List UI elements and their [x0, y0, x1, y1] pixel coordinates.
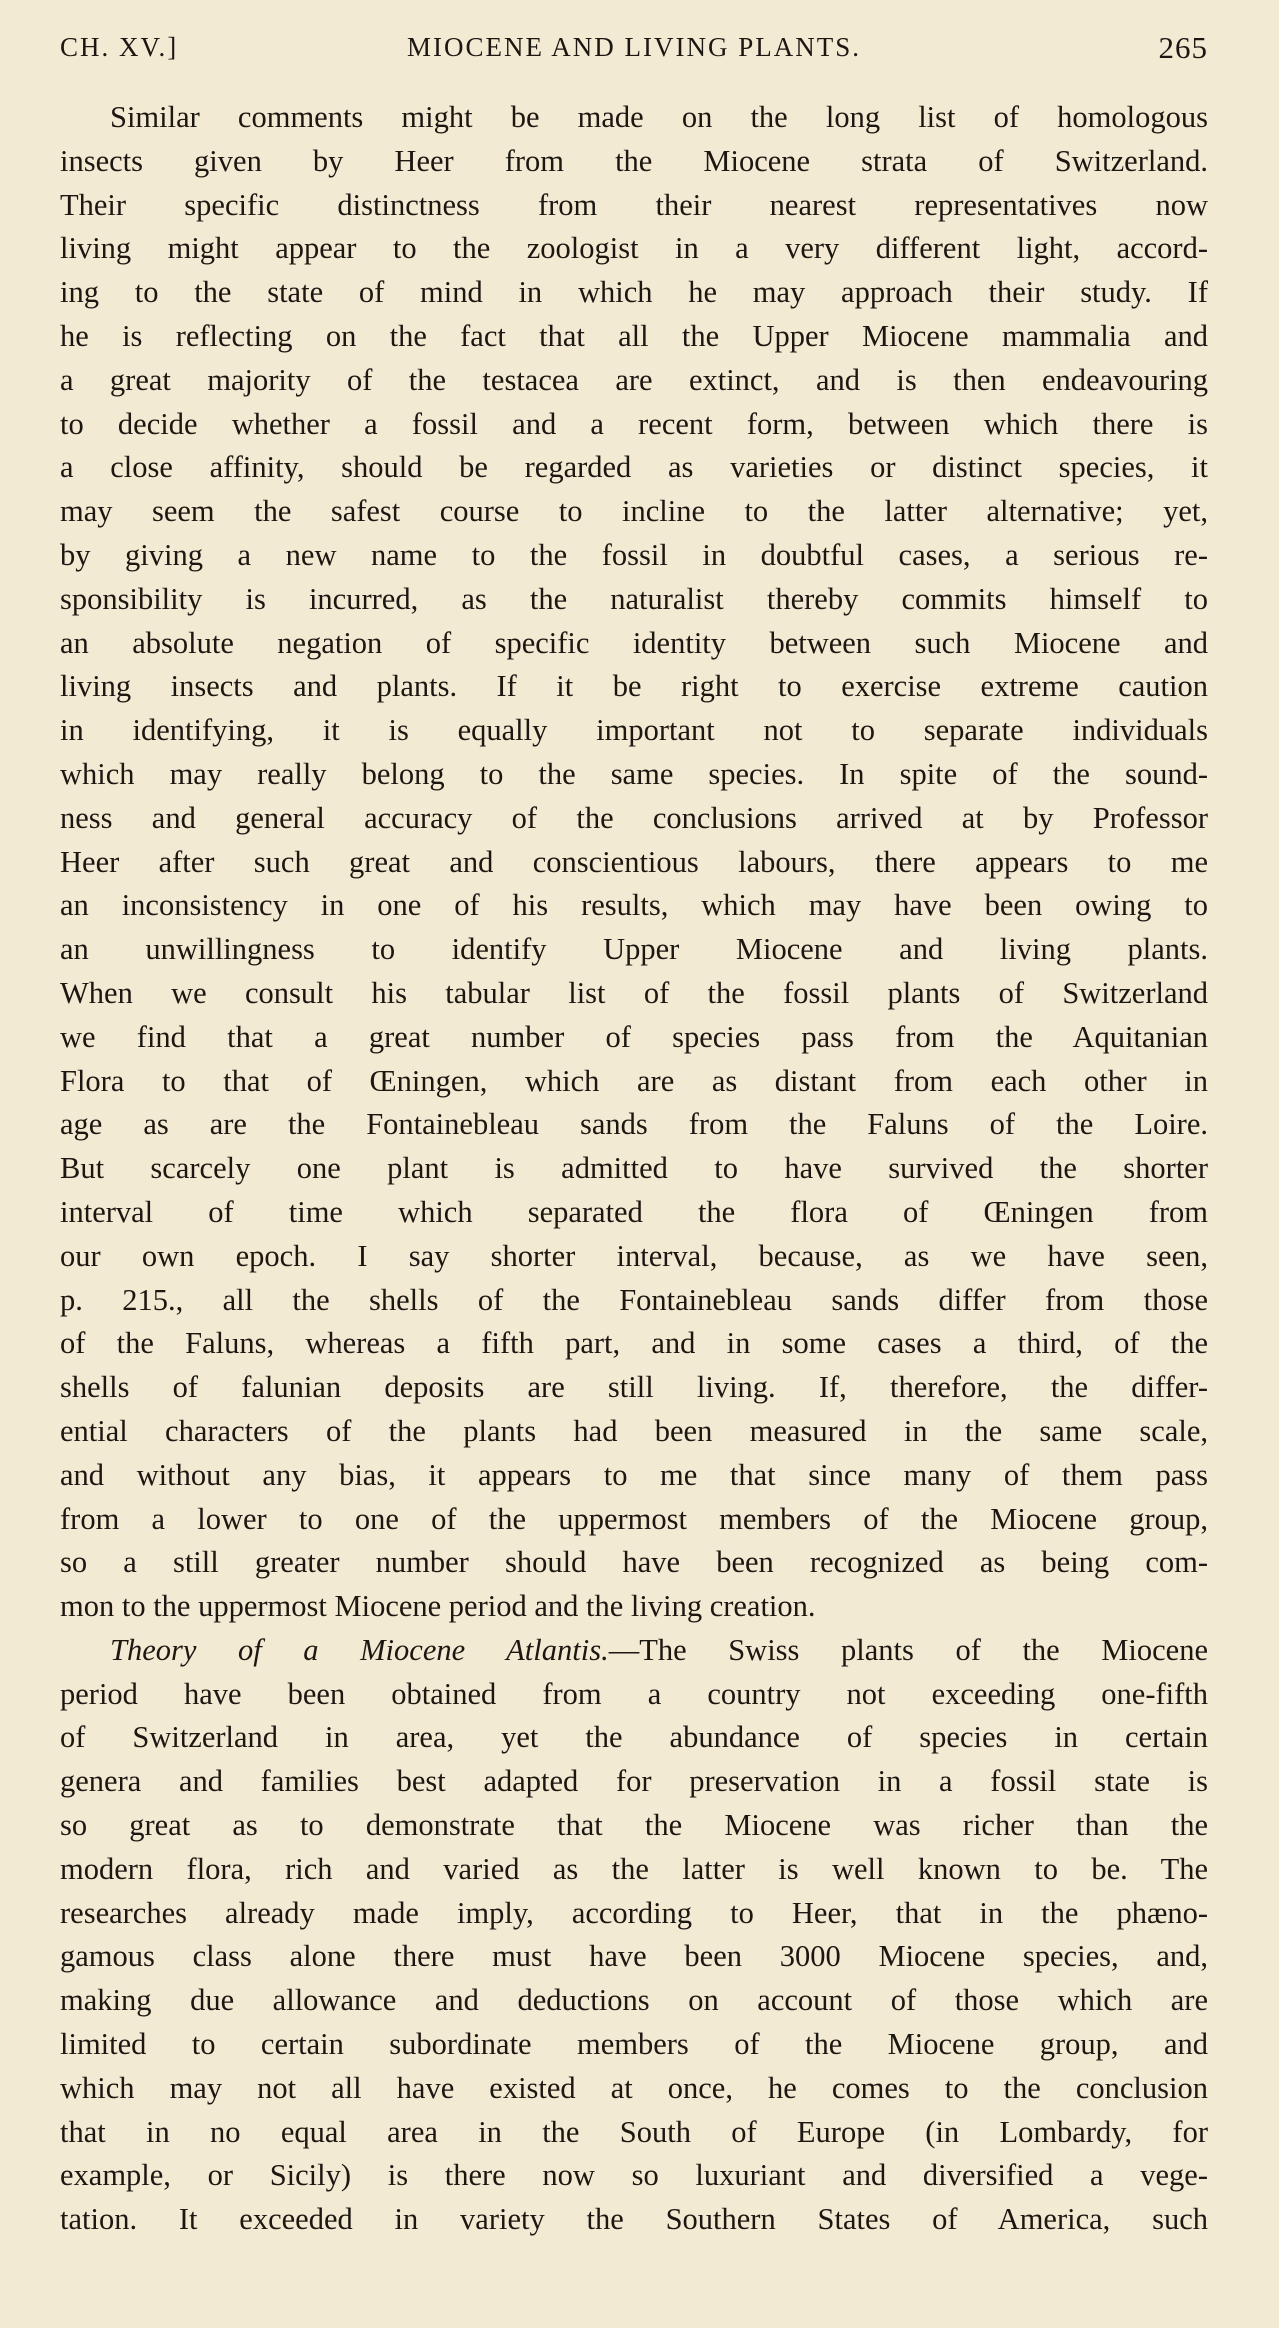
text-line: ential characters of the plants had been measured in the same scale,: [60, 1413, 1208, 1448]
running-header: [60, 28, 1208, 72]
text-line: insects given by Heer from the Miocene strata of Switzerland.: [60, 143, 1208, 178]
text-line: interval of time which separated the flora of Œningen from: [60, 1194, 1208, 1229]
text-line: age as are the Fontainebleau sands from the Faluns of the Loire.: [60, 1107, 1208, 1142]
text-line: But scarcely one plant is admitted to have survived the shorter: [60, 1151, 1208, 1186]
text-line: mon to the uppermost Miocene period and the living creation.: [60, 1589, 816, 1624]
text-line: a close affinity, should be regarded as varieties or distinct species, it: [60, 450, 1208, 485]
text-line: in identifying, it is equally important not to separate individuals: [60, 713, 1208, 748]
text-line: genera and families best adapted for preservation in a fossil state is: [60, 1764, 1208, 1799]
text-line: gamous class alone there must have been 3000 Miocene species, and,: [60, 1939, 1208, 1974]
text-line: modern flora, rich and varied as the latter is well known to be. The: [60, 1851, 1208, 1886]
text-line: living insects and plants. If it be right to exercise extreme caution: [60, 669, 1208, 704]
text-line: Heer after such great and conscientious labours, there appears to me: [60, 844, 1208, 879]
text-line: so great as to demonstrate that the Miocene was richer than the: [60, 1808, 1208, 1843]
text-line-rest: —The Swiss plants of the Miocene: [608, 1632, 1208, 1667]
text-line: limited to certain subordinate members of the Miocene group, and: [60, 2027, 1208, 2062]
text-line: making due allowance and deductions on account of those which are: [60, 1983, 1208, 2018]
text-line: Their specific distinctness from their nearest representatives now: [60, 187, 1208, 222]
text-line: When we consult his tabular list of the fossil plants of Switzerland: [60, 975, 1208, 1010]
text-line: which may not all have existed at once, he comes to the conclusion: [60, 2070, 1208, 2105]
chapter-label: CH. XV.]: [60, 32, 179, 62]
page-body: [60, 96, 1208, 2242]
text-line: we find that a great number of species pass from the Aquitanian: [60, 1019, 1208, 1054]
text-line: p. 215., all the shells of the Fontainebleau sands differ from those: [60, 1282, 1208, 1317]
text-line: an unwillingness to identify Upper Miocene and living plants.: [60, 932, 1208, 967]
text-line: our own epoch. I say shorter interval, because, as we have seen,: [60, 1238, 1208, 1273]
text-line: of Switzerland in area, yet the abundance of species in certain: [60, 1720, 1208, 1755]
text-line: Similar comments might be made on the long list of homologous: [110, 100, 1208, 134]
text-line: [60, 1629, 1208, 1673]
text-line: ing to the state of mind in which he may approach their study. If: [60, 275, 1208, 310]
text-line: living might appear to the zoologist in a very different light, accord-: [60, 231, 1208, 266]
paragraph-2: [60, 1629, 1208, 2242]
text-line: shells of falunian deposits are still living. If, therefore, the differ-: [60, 1370, 1208, 1405]
text-line: by giving a new name to the fossil in doubtful cases, a serious re-: [60, 537, 1208, 572]
text-line: to decide whether a fossil and a recent form, between which there is: [60, 406, 1208, 441]
text-line: Flora to that of Œningen, which are as distant from each other in: [60, 1063, 1208, 1098]
paragraph-1: [60, 96, 1208, 1629]
running-title: MIOCENE AND LIVING PLANTS.: [407, 32, 861, 62]
section-heading: Theory of a Miocene Atlantis.: [110, 1632, 609, 1667]
text-line: so a still greater number should have been recognized as being com-: [60, 1545, 1208, 1580]
text-line: ness and general accuracy of the conclusions arrived at by Professor: [60, 800, 1208, 835]
text-line: and without any bias, it appears to me that since many of them pass: [60, 1457, 1208, 1492]
text-line: example, or Sicily) is there now so luxuriant and diversified a vege-: [60, 2158, 1208, 2193]
text-line: that in no equal area in the South of Europe (in Lombardy, for: [60, 2114, 1208, 2149]
text-line: of the Faluns, whereas a fifth part, and in some cases a third, of the: [60, 1326, 1208, 1361]
text-line: may seem the safest course to incline to the latter alternative; yet,: [60, 494, 1208, 529]
text-line: sponsibility is incurred, as the naturalist thereby commits himself to: [60, 581, 1208, 616]
text-line: a great majority of the testacea are extinct, and is then endeavouring: [60, 362, 1208, 397]
text-line: period have been obtained from a country not exceeding one-fifth: [60, 1676, 1208, 1711]
page-number: 265: [1158, 30, 1208, 65]
text-line: tation. It exceeded in variety the Southern States of America, such: [60, 2202, 1208, 2237]
text-line: which may really belong to the same species. In spite of the sound-: [60, 756, 1208, 791]
text-line: researches already made imply, according to Heer, that in the phæno-: [60, 1895, 1208, 1930]
text-line: from a lower to one of the uppermost members of the Miocene group,: [60, 1501, 1208, 1536]
text-line: an absolute negation of specific identity between such Miocene and: [60, 625, 1208, 660]
text-line: he is reflecting on the fact that all the Upper Miocene mammalia and: [60, 318, 1208, 353]
text-line: an inconsistency in one of his results, which may have been owing to: [60, 888, 1208, 923]
